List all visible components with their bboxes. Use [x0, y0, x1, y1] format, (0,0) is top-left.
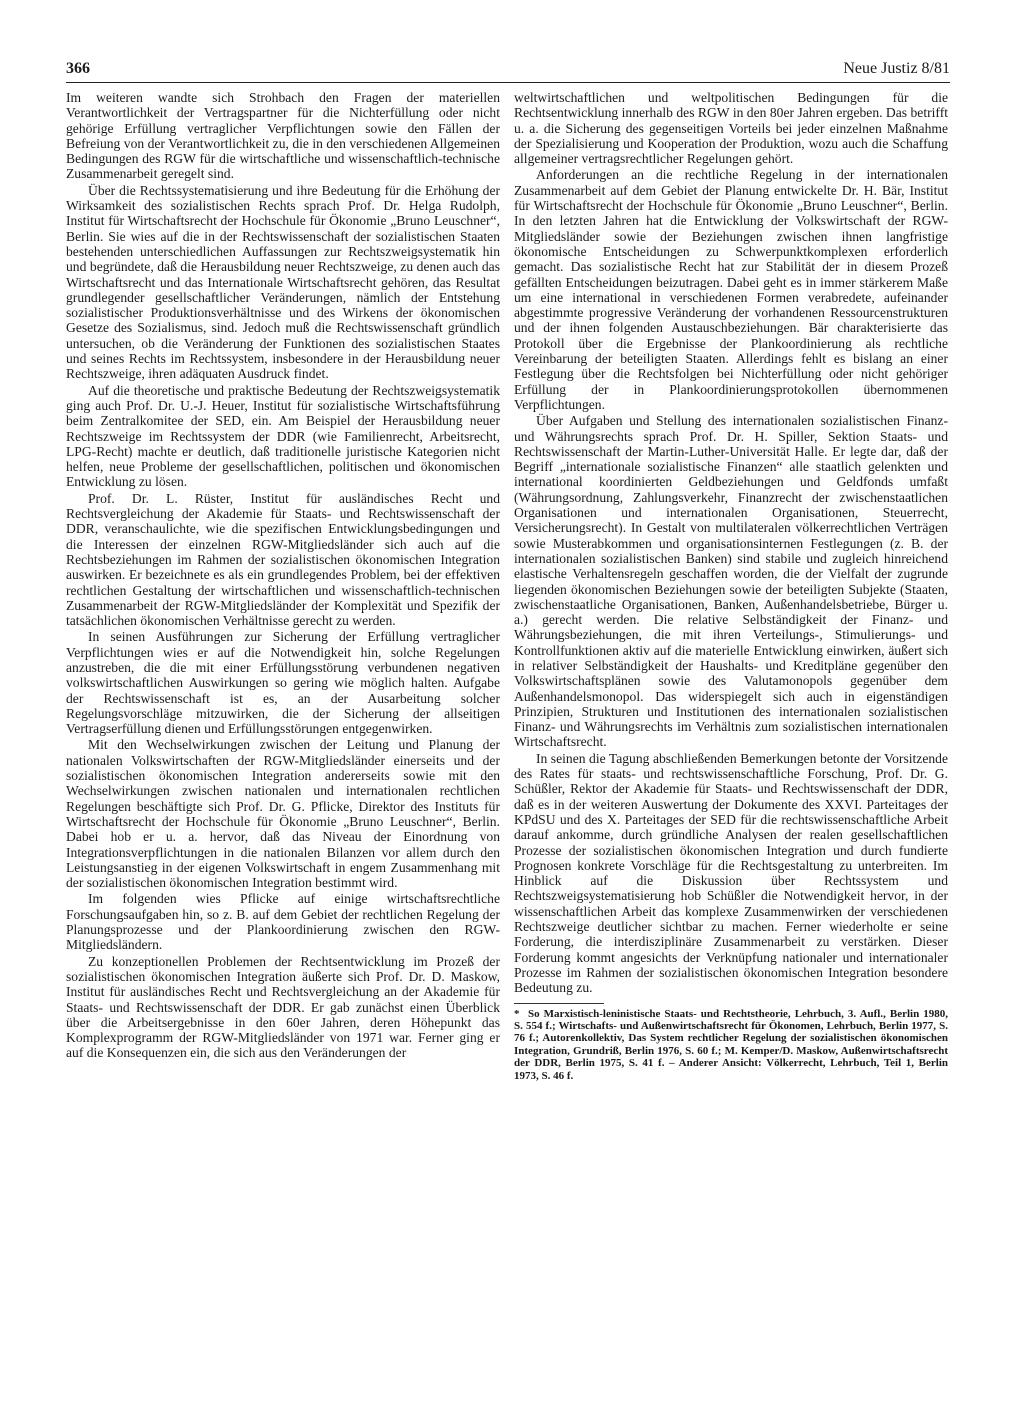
- footnote-divider: [514, 1003, 604, 1004]
- paragraph: Im weiteren wandte sich Strohbach den Fragen der materiellen Verantwortlichkeit der Vertragspartner für die Nichterfüllung oder nicht gehörige Erfüllung vertraglicher Verpflichtungen sowie den Fällen der Befreiung von der Verantwortlichkeit zu, die in den verschiedenen Allgemeinen Bedingungen des RGW für die wirtschaftliche und wissenschaftlich-technische Zusammenarbeit geregelt sind.: [66, 90, 500, 182]
- paragraph: Anforderungen an die rechtliche Regelung in der internationalen Zusammenarbeit auf dem Gebiet der Planung entwickelte Dr. H. Bär, Institut für Wirtschaftsrecht der Hochschule für Ökonomie „Bruno Leuschner“, Berlin. In den letzten Jahren hat die Entwicklung der Volkswirtschaft der RGW-Mitgliedsländer sowie der Beziehungen zwischen ihnen langfristige ökonomische Entscheidungen zu Schwerpunktkomplexen erforderlich gemacht. Das sozialistische Recht hat zur Stabilität der in diesem Prozeß gefällten Entscheidungen beizutragen. Dabei geht es in immer stärkerem Maße um eine international in verschiedenen Formen verabredete, aufeinander abgestimmte progressive Veränderung der vorhandenen Ressourcenstrukturen und der ihnen folgenden Austauschbeziehungen. Bär charakterisierte das Protokoll über die Ergebnisse der Plankoordinierung als rechtliche Vereinbarung der beteiligten Staaten. Allerdings fehlt es bislang an einer Festlegung über die Rechtsfolgen bei Nichterfüllung oder nicht gehöriger Erfüllung der in Plankoordinierungsprotokollen übernommenen Verpflichtungen.: [514, 167, 948, 412]
- paragraph: Auf die theoretische und praktische Bedeutung der Rechtszweigsystematik ging auch Prof. Dr. U.-J. Heuer, Institut für sozialistische Wirtschaftsführung beim Zentralkomitee der SED, ein. Am Beispiel der Herausbildung neuer Rechtszweige im Rechtssystem der DDR (wie Familienrecht, Arbeitsrecht, LPG-Recht) machte er deutlich, daß traditionelle juristische Kategorien nicht helfen, neue Probleme der gesellschaftlichen, politischen und ökonomischen Entwicklung zu lösen.: [66, 382, 500, 490]
- right-column: [514, 90, 948, 1410]
- paragraph: In seinen die Tagung abschließenden Bemerkungen betonte der Vorsitzende des Rates für staats- und rechtswissenschaftliche Forschung, Prof. Dr. G. Schüßler, Rektor der Akademie für Staats- und Rechtswissenschaft der DDR, daß es in der weiteren Auswertung der Dokumente des XXVI. Parteitages der KPdSU und des X. Parteitages der SED für die rechtswissenschaftliche Arbeit darauf ankomme, durch gründliche Analysen der realen gesellschaftlichen Prozesse der sozialistischen ökonomischen Integration und durch fundierte Prognosen konkrete Vorschläge für die Rechtsgestaltung zu unterbreiten. Im Hinblick auf die Diskussion über Rechtssystem und Rechtszweigsystematisierung hob Schüßler die Notwendigkeit hervor, in der wissenschaftlichen Arbeit das komplexe Zusammenwirken der verschiedenen Rechtszweige deutlicher sichtbar zu machen. Ferner wiederholte er seine Forderung, die interdisziplinäre Zusammenarbeit zu verstärken. Dieser Forderung kommt angesichts der Verknüpfung nationaler und internationaler Prozesse im Rahmen der sozialistischen ökonomischen Integration besondere Bedeutung zu.: [514, 750, 948, 996]
- footnote-text: So Marxistisch-leninistische Staats- und Rechtstheorie, Lehrbuch, 3. Aufl., Berlin 1980, S. 554 f.; Wirtschafts- und Außenwirtschaftsrecht für Ökonomen, Lehrbuch, Berlin 1977, S. 76 f.; Autorenkollektiv, Das System rechtlicher Regelung der sozialistischen ökonomischen Integration, Grundriß, Berlin 1976, S. 60 f.; M. Kemper/D. Maskow, Außenwirtschaftsrecht der DDR, Berlin 1975, S. 41 f. – Anderer Ansicht: Völkerrecht, Lehrbuch, Teil 1, Berlin 1973, S. 46 f.: [514, 1007, 948, 1082]
- paragraph: Im folgenden wies Pflicke auf einige wirtschaftsrechtliche Forschungsaufgaben hin, so z. B. auf dem Gebiet der rechtlichen Regelung der Planungsprozesse und der Plankoordinierung zwischen den RGW-Mitgliedsländern.: [66, 891, 500, 953]
- footnote: [514, 1008, 948, 1082]
- page-header: [66, 58, 950, 83]
- footnote-marker: *: [514, 1007, 520, 1020]
- paragraph: In seinen Ausführungen zur Sicherung der Erfüllung vertraglicher Verpflichtungen wies er auf die Notwendigkeit hin, solche Regelungen anzustreben, die die mit einer Erfüllungsstörung verbundenen negativen volkswirtschaftlichen Auswirkungen so gering wie möglich halten. Aufgabe der Rechtswissenschaft ist es, an der Ausarbeitung solcher Regelungsvorschläge mitzuwirken, die der Sicherung der allseitigen Vertragserfüllung dienen und Erfüllungsstörungen entgegenwirken.: [66, 629, 500, 737]
- paragraph: Zu konzeptionellen Problemen der Rechtsentwicklung im Prozeß der sozialistischen ökonomischen Integration äußerte sich Prof. Dr. D. Maskow, Institut für ausländisches Recht und Rechtsvergleichung an der Akademie für Staats- und Rechtswissenschaft der DDR. Er gab zunächst einen Überblick über die Arbeitsergebnisse in den 60er Jahren, deren Höhepunkt das Komplexprogramm der RGW-Mitgliedsländer von 1971 war. Ferner ging er auf die Konsequenzen ein, die sich aus den Veränderungen der: [66, 953, 500, 1061]
- paragraph: Prof. Dr. L. Rüster, Institut für ausländisches Recht und Rechtsvergleichung der Akademie für Staats- und Rechtswissenschaft der DDR, veranschaulichte, wie die spezifischen Entwicklungsbedingungen und die Interessen der einzelnen RGW-Mitgliedsländer sich auch auf die Rechtsbeziehungen im Rahmen der sozialistischen ökonomischen Integration auswirken. Er bezeichnete es als ein grundlegendes Problem, bei der effektiven rechtlichen Gestaltung der wirtschaftlichen und wissenschaftlich-technischen Zusammenarbeit der RGW-Mitgliedsländer der Komplexität und Spezifik der tatsächlichen ökonomischen Verhältnisse gerecht zu werden.: [66, 490, 500, 629]
- page-number: 366: [66, 60, 90, 77]
- paragraph: Über die Rechtssystematisierung und ihre Bedeutung für die Erhöhung der Wirksamkeit des sozialistischen Rechts sprach Prof. Dr. Helga Rudolph, Institut für Wirtschaftsrecht der Hochschule für Ökonomie „Bruno Leuschner“, Berlin. Sie wies auf die in der Rechtswissenschaft der sozialistischen Staaten bestehenden unterschiedlichen Auffassungen zur Rechtszweigsystematik hin und begründete, daß die Herausbildung neuer Rechtszweige, zu denen auch das Wirtschaftsrecht und das Internationale Wirtschaftsrecht gehören, das Resultat grundlegender gesellschaftlicher Veränderungen, nämlich der Entstehung sozialistischer Produktionsverhältnisse und des Wirkens der ökonomischen Gesetze des Sozialismus, sind. Jedoch muß die Rechtswissenschaft gründlich untersuchen, ob die Veränderung der Funktionen des sozialistischen Staates und seines Rechts im Rechtssystem, insbesondere in der Herausbildung neuer Rechtszweige, ihren adäquaten Ausdruck findet.: [66, 182, 500, 382]
- paragraph: Mit den Wechselwirkungen zwischen der Leitung und Planung der nationalen Volkswirtschaften der RGW-Mitgliedsländer einerseits und der sozialistischen ökonomischen Integration andererseits sowie mit den Wechselwirkungen zwischen nationalen und internationalen rechtlichen Regelungen beschäftigte sich Prof. Dr. G. Pflicke, Direktor des Instituts für Wirtschaftsrecht der Hochschule für Ökonomie „Bruno Leuschner“, Berlin. Dabei hob er u. a. hervor, daß das Niveau der Einordnung von Integrationsverpflichtungen in die nationalen Bilanzen vor allem durch den Leistungsanstieg in der eigenen Volkswirtschaft in engem Zusammenhang mit der sozialistischen ökonomischen Integration bestimmt wird.: [66, 737, 500, 891]
- journal-issue: Neue Justiz 8/81: [843, 60, 950, 77]
- left-column: [66, 90, 500, 1410]
- paragraph: weltwirtschaftlichen und weltpolitischen Bedingungen für die Rechtsentwicklung innerhalb des RGW in den 80er Jahren ergeben. Das betrifft u. a. die Sicherung des gegenseitigen Vorteils bei jeder einzelnen Maßnahme der Spezialisierung und Kooperation der Produktion, wozu auch die Schaffung allgemeiner vertragsrechtlicher Regelungen gehört.: [514, 90, 948, 167]
- paragraph: Über Aufgaben und Stellung des internationalen sozialistischen Finanz- und Währungsrechts sprach Prof. Dr. H. Spiller, Sektion Staats- und Rechtswissenschaft der Martin-Luther-Universität Halle. Er legte dar, daß der Begriff „internationale sozialistische Finanzen“ alle staatlich gelenkten und international koordinierten Geldbeziehungen und Geldfonds umfaßt (Währungsordnung, Zahlungsverkehr, Finanzrecht der zwischenstaatlichen Organisationen und internationalen Organisationen, Steuerrecht, Versicherungsrecht). In Gestalt von multilateralen völkerrechtlichen Verträgen sowie Musterabkommen und organisationsinternen Festlegungen (z. B. der internationalen sozialistischen Banken) sind stabile und zugleich hinreichend elastische Verhaltensregeln geschaffen worden, die der Vielfalt der zugrunde liegenden ökonomischen Beziehungen sowie der beteiligten Subjekte (Staaten, zwischenstaatliche Organisationen, Banken, Außenhandelsbetriebe, Bürger u. a.) gerecht werden. Die relative Selbständigkeit der Finanz- und Währungsbeziehungen, die mit ihren Verteilungs-, Stimulierungs- und Kontrollfunktionen aktiv auf die materielle Entwicklung einwirken, äußert sich in relativer Selbständigkeit der Haushalts- und Kreditpläne gegenüber den Volkswirtschaftsplänen sowie des Valutamonopols gegenüber dem Außenhandelsmonopol. Das widerspiegelt sich auch in eigenständigen Prinzipien, Strukturen und Institutionen des internationalen sozialistischen Finanz- und Währungsrechts im Verhältnis zum sozialistischen internationalen Wirtschaftsrecht.: [514, 413, 948, 750]
